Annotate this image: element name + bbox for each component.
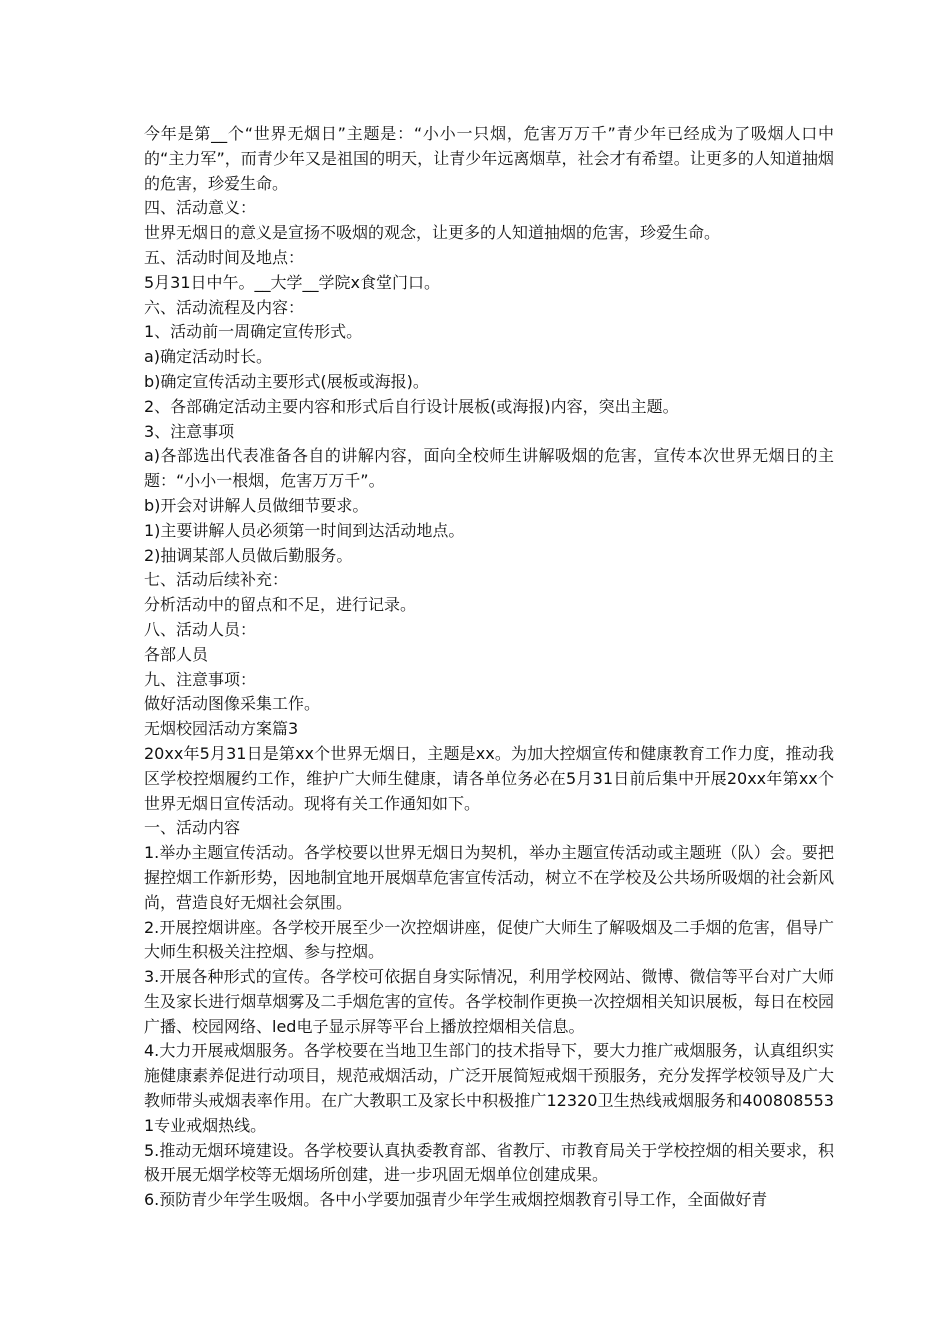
document-body xyxy=(144,122,834,1213)
paragraph: 各部人员 xyxy=(144,644,209,664)
section-heading: 八、活动人员： xyxy=(144,619,257,639)
paragraph: 做好活动图像采集工作。 xyxy=(144,694,321,714)
section-heading: 四、活动意义： xyxy=(144,198,257,218)
paragraph: 1、活动前一周确定宣传形式。 xyxy=(144,322,363,342)
paragraph: 今年是第__个“世界无烟日”主题是：“小小一只烟，危害万万千”青少年已经成为了吸烟人口中的“主力军”，而青少年又是祖国的明天，让青少年远离烟草，社会才有希望。让更多的人知道抽烟的危害，珍爱生命。 xyxy=(144,124,834,193)
section-heading: 五、活动时间及地点： xyxy=(144,247,305,267)
paragraph: a)确定活动时长。 xyxy=(144,347,273,367)
paragraph: 2.开展控烟讲座。各学校开展至少一次控烟讲座，促使广大师生了解吸烟及二手烟的危害，倡导广大师生积极关注控烟、参与控烟。 xyxy=(144,917,834,962)
paragraph: 5月31日中午。__大学__学院x食堂门口。 xyxy=(144,272,441,292)
paragraph: a)各部选出代表准备各自的讲解内容，面向全校师生讲解吸烟的危害，宣传本次世界无烟日的主题：“小小一根烟，危害万万千”。 xyxy=(144,446,834,491)
paragraph: 3、注意事项 xyxy=(144,421,235,441)
paragraph: 20xx年5月31日是第xx个世界无烟日，主题是xx。为加大控烟宣传和健康教育工作力度，推动我区学校控烟履约工作，维护广大师生健康，请各单位务必在5月31日前后集中开展20xx年第xx个世界无烟日宣传活动。现将有关工作通知如下。 xyxy=(144,743,834,813)
paragraph: 5.推动无烟环境建设。各学校要认真执委教育部、省教厅、市教育局关于学校控烟的相关要求，积极开展无烟学校等无烟场所创建，进一步巩固无烟单位创建成果。 xyxy=(144,1140,834,1185)
paragraph: b)确定宣传活动主要形式(展板或海报)。 xyxy=(144,371,429,391)
paragraph: 2)抽调某部人员做后勤服务。 xyxy=(144,545,353,565)
section-heading: 六、活动流程及内容： xyxy=(144,297,305,317)
paragraph: 分析活动中的留点和不足，进行记录。 xyxy=(144,595,417,615)
paragraph: 世界无烟日的意义是宣扬不吸烟的观念，让更多的人知道抽烟的危害，珍爱生命。 xyxy=(144,223,721,243)
paragraph: 1.举办主题宣传活动。各学校要以世界无烟日为契机，举办主题宣传活动或主题班（队）会。要把握控烟工作新形势，因地制宜地开展烟草危害宣传活动，树立不在学校及公共场所吸烟的社会新风尚，营造良好无烟社会氛围。 xyxy=(144,843,834,912)
paragraph: 6.预防青少年学生吸烟。各中小学要加强青少年学生戒烟控烟教育引导工作，全面做好青 xyxy=(144,1190,768,1210)
paragraph: 2、各部确定活动主要内容和形式后自行设计展板(或海报)内容，突出主题。 xyxy=(144,396,679,416)
section-heading: 一、活动内容 xyxy=(144,818,241,838)
section-heading: 九、注意事项： xyxy=(144,669,257,689)
paragraph: 1)主要讲解人员必须第一时间到达活动地点。 xyxy=(144,520,465,540)
paragraph: b)开会对讲解人员做细节要求。 xyxy=(144,495,369,515)
paragraph: 3.开展各种形式的宣传。各学校可依据自身实际情况，利用学校网站、微博、微信等平台对广大师生及家长进行烟草烟雾及二手烟危害的宣传。各学校制作更换一次控烟相关知识展板，每日在校园广播、校园网络、led电子显示屏等平台上播放控烟相关信息。 xyxy=(144,967,834,1036)
section-heading: 七、活动后续补充： xyxy=(144,570,289,590)
paragraph: 4.大力开展戒烟服务。各学校要在当地卫生部门的技术指导下，要大力推广戒烟服务，认真组织实施健康素养促进行动项目，规范戒烟活动，广泛开展简短戒烟干预服务，充分发挥学校领导及广大教师带头戒烟表率作用。在广大教职工及家长中积极推广12320卫生热线戒烟服务和4008085531专业戒烟热线。 xyxy=(144,1041,834,1135)
document-title: 无烟校园活动方案篇3 xyxy=(144,719,299,739)
